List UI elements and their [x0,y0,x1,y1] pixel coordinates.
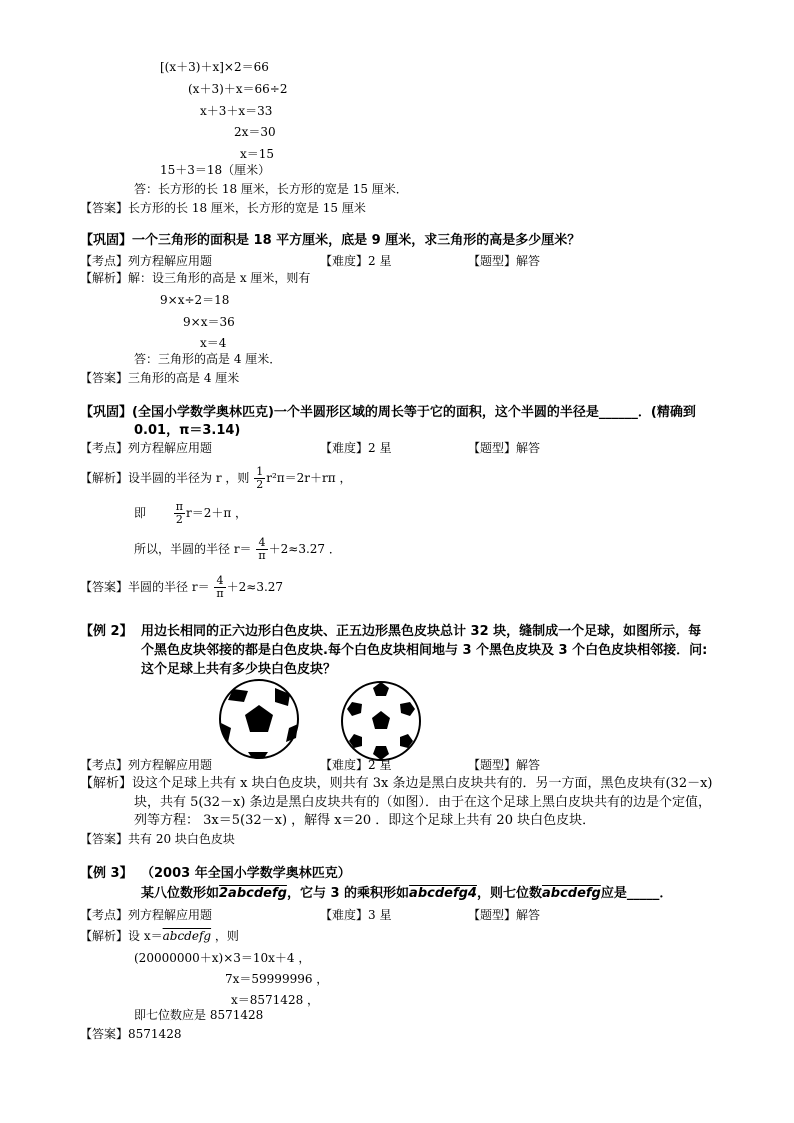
question-text: 用边长相同的正六边形白色皮块、正五边形黑色皮块总计 32 块，缝制成一个足球，如图所示，每 [141,624,702,639]
analysis-text: 解：设三角形的高是 x 厘米，则有 [128,271,311,285]
question-source: （2003 年全国小学数学奥林匹克） [141,866,351,881]
analysis-line: 即 $\frac{\pi}{2}$ r＝2＋π ， [134,500,248,526]
question-type: 【题型】解答 [468,908,541,922]
meta-row: 【考点】列方程解应用题 [80,908,213,922]
analysis-row: 【解析】设这个足球上共有 x 块白色皮块，则共有 3x 条边是黑白皮块共有的．另一方面，黑色皮块有(32－x) [80,776,713,791]
answer-row [80,371,239,386]
equation-line: x＝4 [200,336,227,350]
topic-tag: 【考点】 [80,254,129,268]
answer-tag: 【答案】 [80,371,129,385]
equation-line: x＝8571428 ， [231,993,320,1007]
question-text: 这个足球上共有多少块白色皮块？ [141,662,337,677]
overline-number: abcdefg [541,886,601,901]
question-text: 某八位数形如2abcdefg，它与 3 的乘积形如abcdefg4，则七位数abcdefg应是_____． [141,886,673,901]
soccer-ball-figure-1 [218,678,300,760]
question-text: 个黑色皮块邻接的都是白色皮块.每个白色皮块相间地与 3 个黑色皮块及 3 个白色皮块相邻接．问: [141,643,708,658]
section-tag: 【巩固】 [80,405,133,420]
answer-text: 长方形的长 18 厘米，长方形的宽是 15 厘米 [128,201,366,215]
answer-row: 【答案】共有 20 块白色皮块 [80,832,235,846]
answer-row: 【答案】8571428 [80,1027,182,1041]
question-type: 【题型】解答 [468,441,541,455]
analysis-row: 【解析】设半圆的半径为 r ，则 $\frac{1}{2}$ r²π＝2r＋rπ ， [80,465,352,491]
conclusion-line: 即七位数应是 8571428 [134,1008,264,1022]
question-row [80,233,580,248]
equation-line: 15＋3＝18（厘米） [160,163,271,177]
answer-row: 【答案】半圆的半径 r＝ $\frac{4}{\pi}$ ＋2≈3.27 [80,574,284,600]
overline-number: abcdefg4 [409,886,477,901]
equation-line: (20000000＋x)×3＝10x＋4 ， [134,951,311,965]
difficulty: 【难度】2 星 [320,441,392,455]
analysis-line: 块，共有 5(32－x) 条边是黑白皮块共有的（如图）．由于在这个足球上黑白皮块共有的边是个定值， [134,795,712,810]
topic-value: 列方程解应用题 [128,254,213,268]
difficulty: 【难度】2 星 [320,758,392,772]
fraction-4-over-pi: $\frac{4}{\pi}$ [216,574,224,600]
question-type: 【题型】解答 [468,254,541,268]
question-row [80,405,696,420]
difficulty: 【难度】3 星 [320,908,392,922]
analysis-row: 【解析】设 x＝abcdefg ，则 [80,929,239,943]
answer-tag: 【答案】 [80,201,129,215]
analysis-line: 所以，半圆的半径 r＝ $\frac{4}{\pi}$ ＋2≈3.27 ． [134,536,341,562]
example-tag: 【例 3】 [80,866,133,881]
fraction-4-over-pi: $\frac{4}{\pi}$ [258,536,266,562]
equation-line: 9×x÷2＝18 [160,293,230,307]
equation-line: [(x＋3)＋x]×2＝66 [160,60,269,74]
difficulty: 【难度】2 星 [320,254,392,268]
question-text: (全国小学数学奥林匹克)一个半圆形区域的周长等于它的面积，这个半圆的半径是______．(精确到 [132,405,696,420]
question-continuation: 0.01，π＝3.14) [134,423,241,438]
answer-sentence: 答：三角形的高是 4 厘米． [134,352,282,366]
equation-line: 7x＝59999996 ， [225,972,329,986]
analysis-row [80,271,310,286]
answer-sentence: 答：长方形的长 18 厘米，长方形的宽是 15 厘米． [134,182,408,196]
meta-row: 【考点】列方程解应用题 [80,441,213,455]
equation-line: (x＋3)＋x＝66÷2 [188,82,288,96]
overline-number: abcdefg [162,929,212,943]
question-text: 一个三角形的面积是 18 平方厘米，底是 9 厘米，求三角形的高是多少厘米？ [132,233,581,248]
answer-row [80,201,366,216]
meta-row [80,254,212,269]
overline-number: 2abcdefg [219,886,287,901]
question-type: 【题型】解答 [468,758,541,772]
example-tag: 【例 2】 [80,624,133,639]
soccer-ball-figure-2 [340,680,422,762]
section-tag: 【巩固】 [80,233,133,248]
fraction-pi-over-2: $\frac{\pi}{2}$ [175,500,183,526]
equation-line: x＋3＋x＝33 [200,104,273,118]
meta-row: 【考点】列方程解应用题 [80,758,213,772]
answer-text: 三角形的高是 4 厘米 [128,371,240,385]
analysis-tag: 【解析】 [80,271,129,285]
analysis-line: 列等方程： 3x＝5(32－x) ，解得 x＝20 ．即这个足球上共有 20 块白色皮块． [134,813,596,828]
equation-line: 2x＝30 [234,125,276,139]
equation-line: x＝15 [240,147,275,161]
fraction-one-half: $\frac{1}{2}$ [256,465,264,491]
equation-line: 9×x＝36 [183,315,235,329]
